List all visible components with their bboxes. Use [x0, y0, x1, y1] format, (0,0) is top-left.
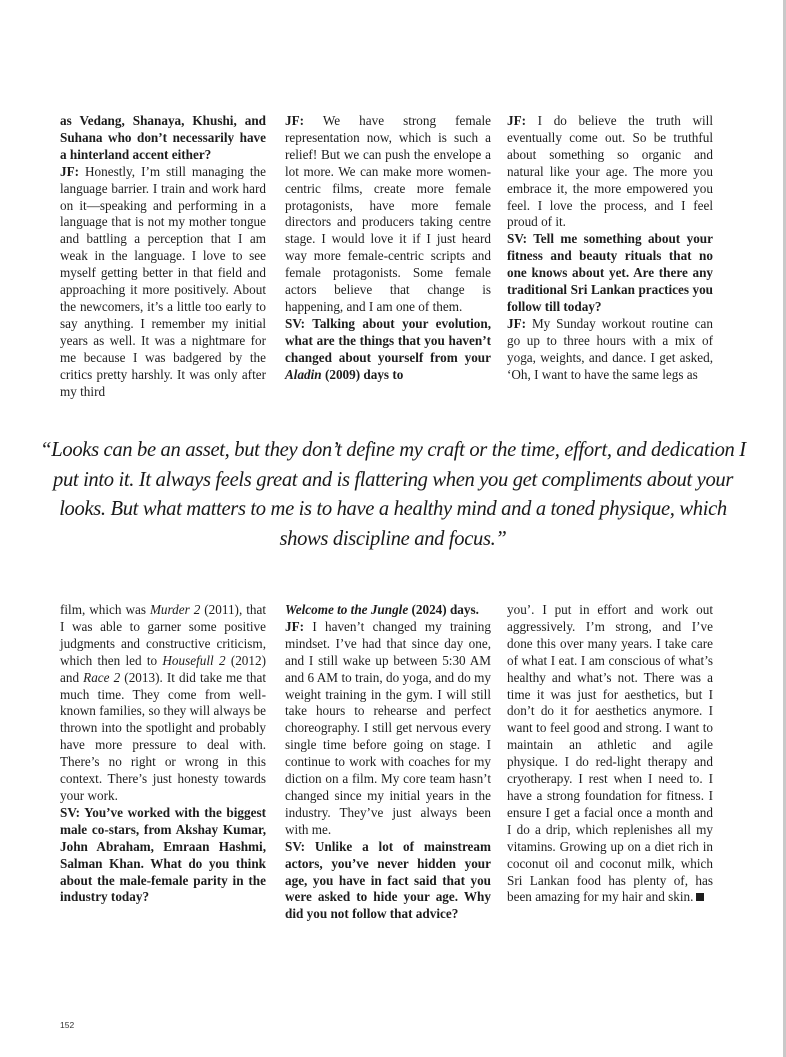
answer-text: (2011), that I was able to garner some positive judgments and constructive criticism, which then led to: [60, 602, 266, 668]
top-column-3: [507, 113, 713, 384]
speaker-label: JF:: [60, 163, 80, 179]
answer-text: (2013). It did take me that much time. They come from well-known families, so they will always be thrown into the spotlight and probably have more pressure to deal with. There’s no right or wrong in this context. There’s just honesty towards your work.: [60, 669, 267, 803]
answer-paragraph: [507, 316, 713, 384]
pull-quote: “Looks can be an asset, but they don’t define my craft or the time, effort, and dedication I put into it. It always feels great and is flattering when you get compliments about your looks. But what matters to me is to have a healthy mind and a toned physique, which shows discipline and focus.”: [40, 439, 746, 550]
answer-text: My Sunday workout routine can go up to three hours with a mix of yoga, weights, and dance. I get asked, ‘Oh, I want to have the same legs as: [507, 315, 713, 382]
question-text: SV: Talking about your evolution, what are the things that you haven’t changed about yourself from your: [285, 315, 491, 365]
answer-paragraph: [285, 619, 491, 839]
question-text: SV: Tell me something about your fitness and beauty rituals that no one knows about yet. Are there any traditional Sri Lankan practices you follow till today?: [507, 231, 713, 314]
film-title: Murder 2: [149, 602, 201, 617]
page-number: 152: [60, 1020, 75, 1030]
film-title: Race 2: [83, 669, 121, 685]
answer-text: I haven’t changed my training mindset. I’ve had that since day one, and I still wake up between 5:30 AM and 6 AM to train, do yoga, and do my weight training in the gym. I will still take hours to rehearse and perfect choreography. I still get nervous every single time before going on stage. I continue to work with coaches for my diction on a film. My core team hasn’t changed since my initial years in the industry. They’ve just always been with me.: [285, 618, 491, 837]
answer-text: film, which was: [60, 602, 150, 617]
answer-paragraph: [507, 113, 713, 231]
answer-text: I do believe the truth will eventually come out. So be truthful about something so organic and natural like your age. The more you embrace it, the more empowered you feel. I love the process, and I feel proud of it.: [507, 113, 713, 230]
question-paragraph: [285, 602, 491, 619]
question-paragraph: [285, 316, 491, 384]
film-title: Welcome to the Jungle: [285, 602, 409, 617]
answer-text: Honestly, I’m still managing the language barrier. I train and work hard on it—speaking and performing in a language that is not my mother tongue and battling a perception that I am weak in the language. I love to see myself getting better in that field and approaching it more positively. About the newcomers, it’s a little too early to say anything. I remember my initial years as well. It was a nightmare for me because I was badgered by the critics pretty harshly. It was only after my third: [60, 163, 266, 399]
question-text: SV: You’ve worked with the biggest male co-stars, from Akshay Kumar, John Abraham, Emraan Hashmi, Salman Khan. What do you think about the male-female parity in the industry today?: [60, 804, 266, 905]
answer-text: (2012) and: [60, 652, 266, 685]
speaker-label: JF:: [507, 315, 527, 331]
answer-paragraph: [507, 602, 713, 906]
speaker-label: JF:: [285, 618, 305, 634]
answer-text: you’. I put in effort and work out aggressively. I’m strong, and I’ve done this over many years. I take care of what I eat. I am conscious of what’s healthy and what’s not. There was a time it was just for aesthetics, but I don’t do it for aesthetics anymore. I want to feel good and strong. I want to maintain an athletic and agile physique. I do red-light therapy and cryotherapy. I rest when I need to. I have a strong foundation for fitness. I ensure I get a facial once a month and I do a drip, which replenishes all my vitamins. Growing up on a diet rich in coconut oil and coconut milk, which Sri Lankan food has plenty of, has been amazing for my hair and skin.: [507, 602, 713, 905]
answer-paragraph: [60, 164, 266, 401]
answer-paragraph: [285, 113, 491, 316]
bottom-column-1: [60, 602, 266, 906]
film-title: Aladin: [285, 366, 322, 382]
speaker-label: JF:: [285, 113, 305, 128]
question-text-end: (2009) days to: [321, 366, 404, 382]
top-column-1: [60, 113, 266, 400]
question-text-end: (2024) days.: [408, 602, 479, 617]
answer-paragraph: [60, 602, 266, 805]
top-column-2: [285, 113, 491, 384]
speaker-label: JF:: [507, 113, 527, 128]
question-text: as Vedang, Shanaya, Khushi, and Suhana who don’t necessarily have a hinterland accent either?: [60, 113, 266, 162]
film-title: Housefull 2: [162, 652, 226, 668]
bottom-column-3: [507, 602, 713, 906]
end-mark-icon: [696, 893, 704, 901]
answer-text: We have strong female representation now, which is such a relief! But we can push the envelope a lot more. We can make more women-centric films, create more female protagonists, have more female directors and producers taking centre stage. I would love it if I just heard way more female-centric scripts and female protagonists. Some female actors believe that change is happening, and I am one of them.: [285, 113, 491, 314]
question-text: SV: Unlike a lot of mainstream actors, you’ve never hidden your age, you have in fact said that you were asked to hide your age. Why did you not follow that advice?: [285, 838, 491, 922]
bottom-column-2: [285, 602, 491, 923]
